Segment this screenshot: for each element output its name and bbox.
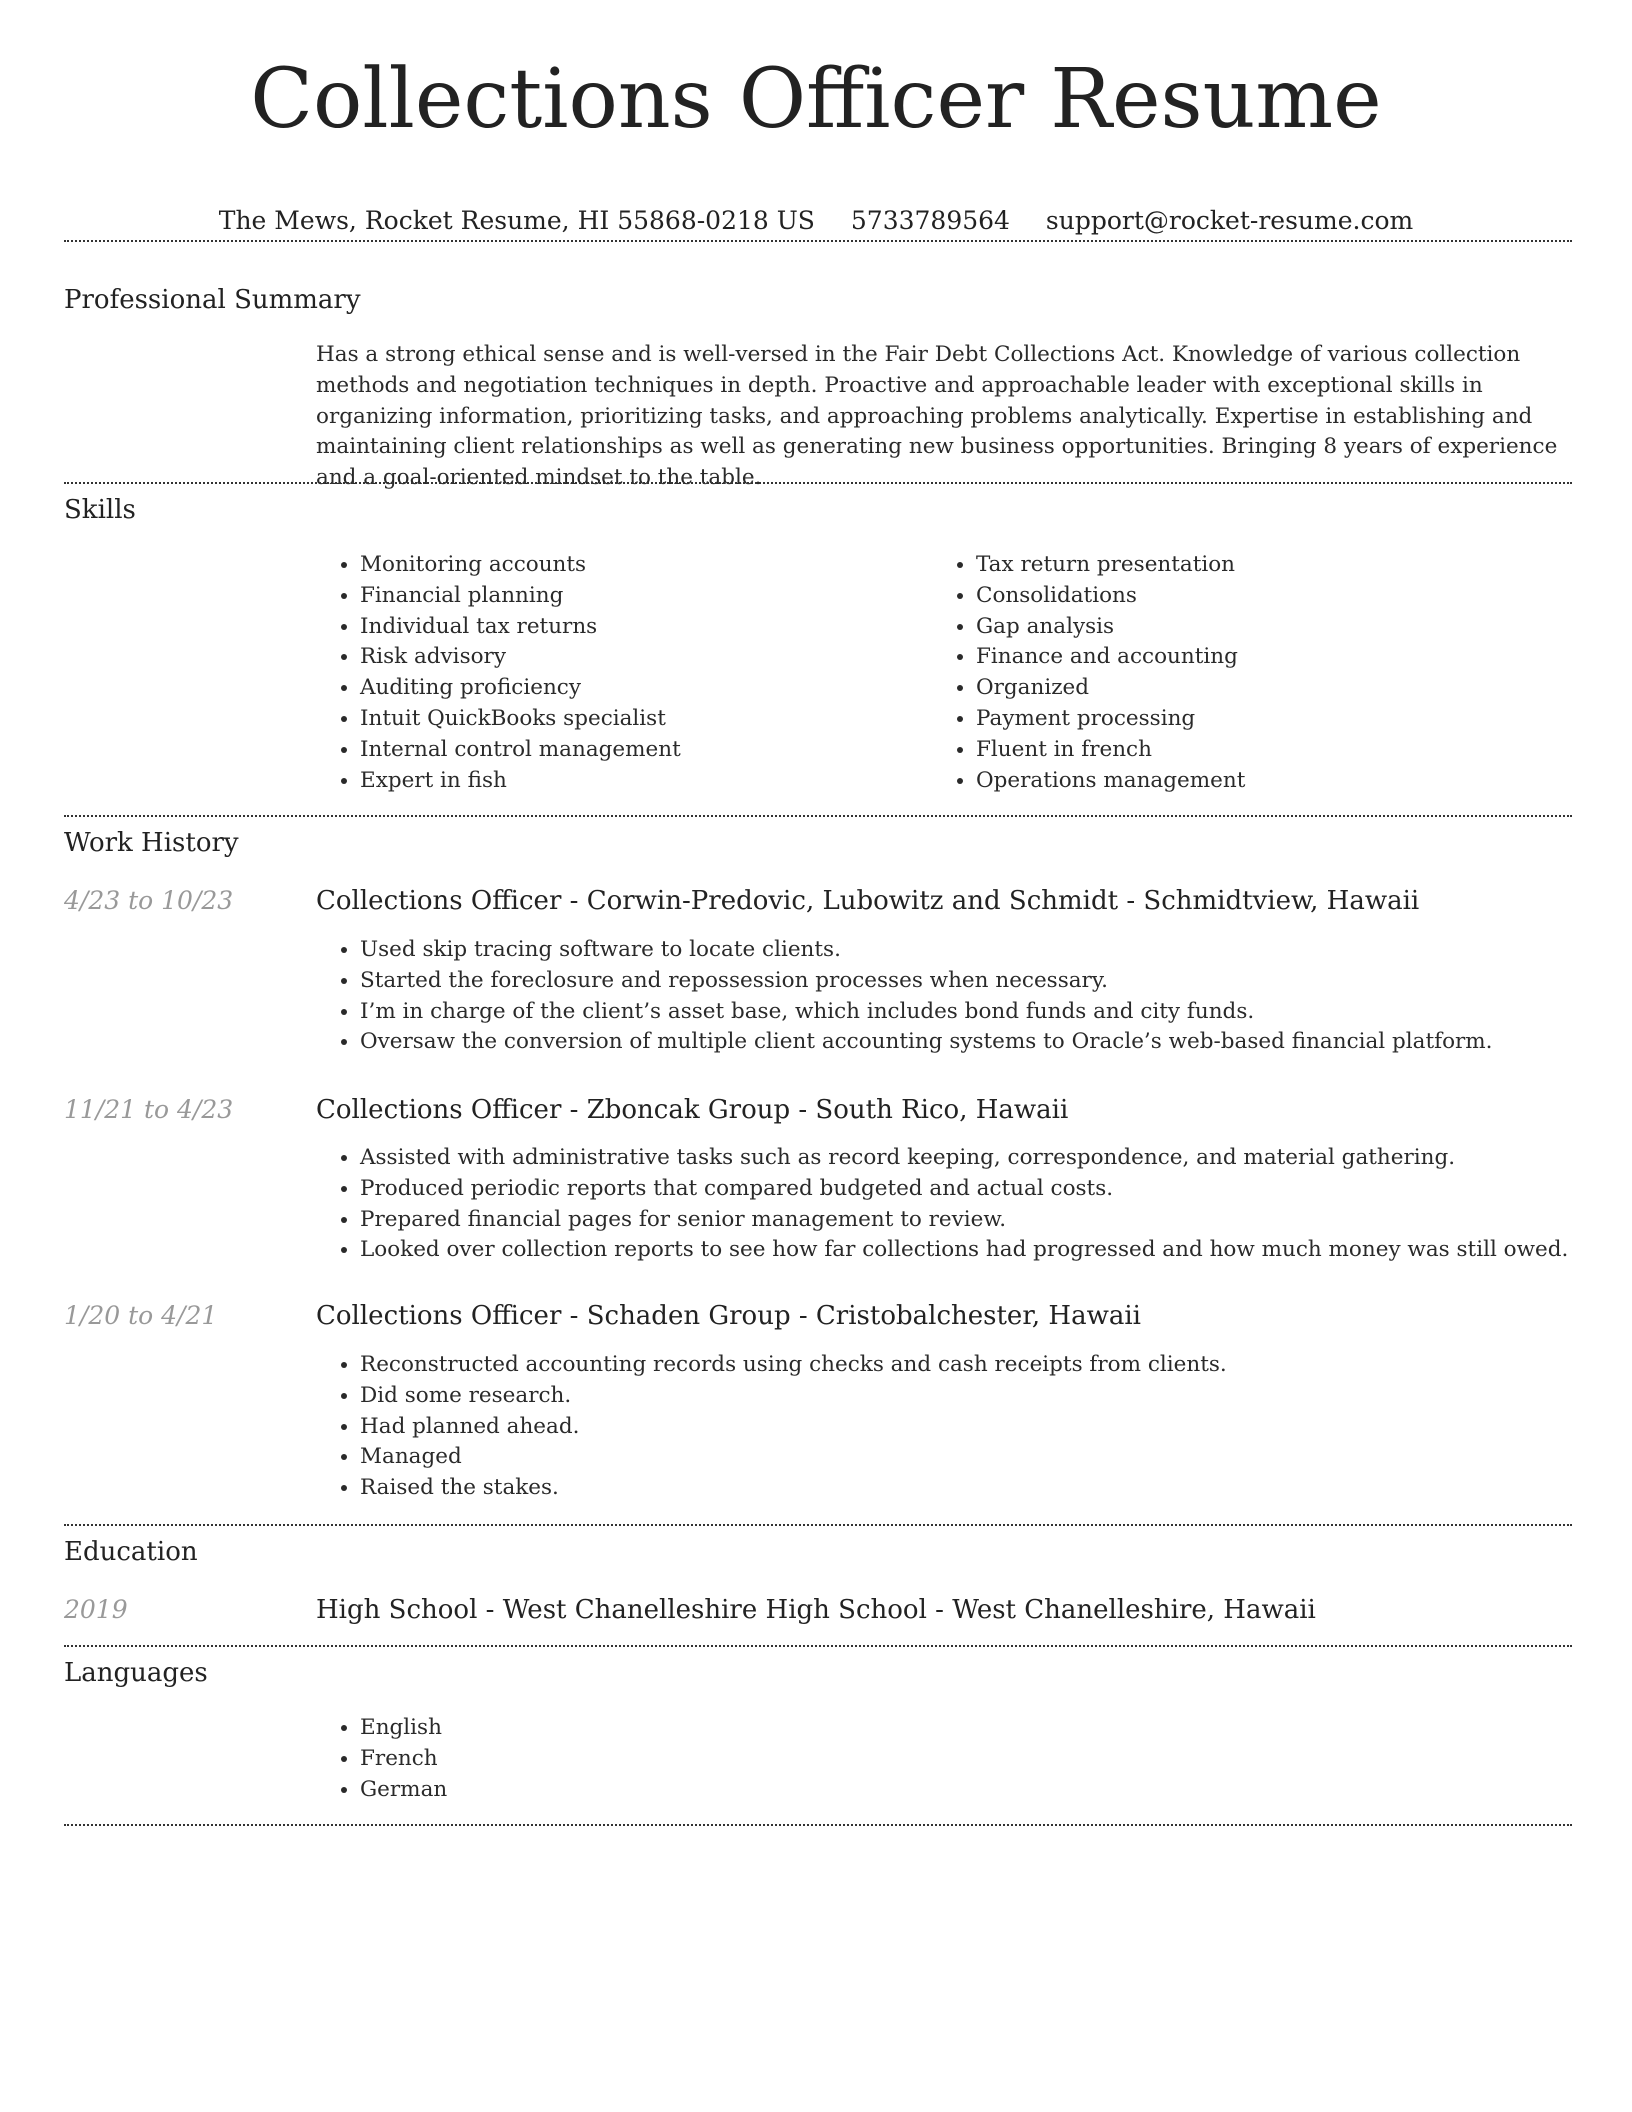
job-dates: 1/20 to 4/21 bbox=[64, 1301, 218, 1330]
job-bullet-item: • I’m in charge of the client’s asset base, which includes bond funds and city funds. bbox=[360, 997, 1576, 1028]
job-title: Collections Officer - Schaden Group - Cristobalchester, Hawaii bbox=[316, 1301, 1141, 1331]
education-date: 2019 bbox=[64, 1595, 128, 1624]
language-item: • German bbox=[360, 1775, 1576, 1806]
education-heading: Education bbox=[64, 1537, 198, 1567]
skill-item: • Individual tax returns bbox=[360, 612, 916, 643]
address-text: The Mews, Rocket Resume, HI 55868-0218 US bbox=[218, 206, 815, 235]
job-title: Collections Officer - Corwin-Predovic, Lubowitz and Schmidt - Schmidtview, Hawaii bbox=[316, 886, 1420, 916]
job-bullets bbox=[316, 935, 1576, 1058]
skill-item: • Intuit QuickBooks specialist bbox=[360, 704, 916, 735]
skill-item: • Consolidations bbox=[976, 581, 1532, 612]
section-divider bbox=[64, 1524, 1572, 1526]
skill-item: • Monitoring accounts bbox=[360, 550, 916, 581]
languages-heading: Languages bbox=[64, 1658, 208, 1688]
section-divider bbox=[64, 240, 1572, 242]
skill-item: • Risk advisory bbox=[360, 642, 916, 673]
job-bullet-item: • Raised the stakes. bbox=[360, 1473, 1576, 1504]
skill-item: • Gap analysis bbox=[976, 612, 1532, 643]
job-bullets bbox=[316, 1143, 1576, 1266]
work-history-heading: Work History bbox=[64, 828, 239, 858]
skill-item: • Finance and accounting bbox=[976, 642, 1532, 673]
email-text: support@rocket-resume.com bbox=[1045, 206, 1414, 235]
phone-text: 5733789564 bbox=[850, 206, 1010, 235]
skill-item: • Auditing proficiency bbox=[360, 673, 916, 704]
job-dates: 11/21 to 4/23 bbox=[64, 1095, 234, 1124]
summary-heading: Professional Summary bbox=[64, 285, 361, 315]
skill-item: • Organized bbox=[976, 673, 1532, 704]
job-title: Collections Officer - Zboncak Group - South Rico, Hawaii bbox=[316, 1095, 1069, 1125]
job-dates: 4/23 to 10/23 bbox=[64, 886, 234, 915]
section-divider bbox=[64, 815, 1572, 817]
contact-line bbox=[0, 204, 1632, 238]
section-divider bbox=[64, 1824, 1572, 1826]
job-bullet-item: • Reconstructed accounting records using checks and cash receipts from clients. bbox=[360, 1350, 1576, 1381]
skills-left-column bbox=[316, 550, 916, 796]
section-divider bbox=[64, 1645, 1572, 1647]
language-item: • English bbox=[360, 1713, 1576, 1744]
skill-item: • Financial planning bbox=[360, 581, 916, 612]
job-bullet-item: • Assisted with administrative tasks such as record keeping, correspondence, and material gathering. bbox=[360, 1143, 1576, 1174]
skill-item: • Tax return presentation bbox=[976, 550, 1532, 581]
skills-heading: Skills bbox=[64, 495, 136, 525]
skill-item: • Fluent in french bbox=[976, 735, 1532, 766]
job-bullet-item: • Looked over collection reports to see how far collections had progressed and how much money was still owed. bbox=[360, 1235, 1576, 1266]
job-bullet-item: • Prepared financial pages for senior management to review. bbox=[360, 1205, 1576, 1236]
job-bullet-item: • Started the foreclosure and repossession processes when necessary. bbox=[360, 966, 1576, 997]
job-bullet-item: • Did some research. bbox=[360, 1381, 1576, 1412]
language-item: • French bbox=[360, 1744, 1576, 1775]
languages-list bbox=[316, 1713, 1576, 1805]
job-bullet-item: • Produced periodic reports that compared budgeted and actual costs. bbox=[360, 1174, 1576, 1205]
summary-text: Has a strong ethical sense and is well-versed in the Fair Debt Collections Act. Knowledge of various collection methods and negotiation techniques in depth. Proactive and approachable leader with exceptional skills in organizing information, prioritizing tasks, and approaching problems analytically. Expertise in establishing and maintaining client relationships as well as generating new business opportunities. Bringing 8 years of experience and a goal-oriented mindset to the table. bbox=[316, 342, 1558, 491]
skill-item: • Operations management bbox=[976, 766, 1532, 797]
job-bullet-item: • Managed bbox=[360, 1442, 1576, 1473]
skill-item: • Expert in fish bbox=[360, 766, 916, 797]
skills-right-column bbox=[932, 550, 1532, 796]
resume-header bbox=[0, 0, 1632, 238]
section-divider bbox=[64, 482, 1572, 484]
education-entry: High School - West Chanelleshire High School - West Chanelleshire, Hawaii bbox=[316, 1595, 1316, 1625]
page-title: Collections Officer Resume bbox=[250, 52, 1382, 147]
skill-item: • Internal control management bbox=[360, 735, 916, 766]
job-bullet-item: • Oversaw the conversion of multiple client accounting systems to Oracle’s web-based financial platform. bbox=[360, 1027, 1576, 1058]
skill-item: • Payment processing bbox=[976, 704, 1532, 735]
summary-body bbox=[316, 340, 1576, 494]
job-bullet-item: • Used skip tracing software to locate clients. bbox=[360, 935, 1576, 966]
job-bullet-item: • Had planned ahead. bbox=[360, 1412, 1576, 1443]
job-bullets bbox=[316, 1350, 1576, 1504]
